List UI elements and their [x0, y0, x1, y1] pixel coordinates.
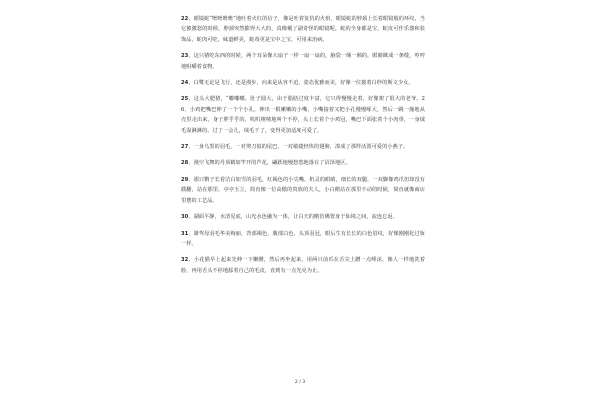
- paragraph-28: [181, 158, 425, 168]
- document-body: [181, 14, 425, 282]
- paragraph-32: [181, 255, 425, 276]
- paragraph-text: 、眼镜蛇“咝咝咝咝”地吐着火红的信子，像是吐着复仇的火焰，眼镜蛇的脖颈上长着眼镜般的环纹，当它被激怒的时候，脖颈突然膨得大大的，真像戴了副奇怪的眼镜呢。蛇的全身都是宝，蛇皮可作乐器和装饰品，蛇肉可吃，味道鲜美，蛇毒更是宝中之宝，可用来治病。: [181, 16, 425, 43]
- paragraph-number: 32: [181, 257, 189, 264]
- paragraph-number: 31: [181, 230, 189, 237]
- paragraph-number: 22: [181, 16, 189, 22]
- paragraph-number: 29: [181, 176, 189, 183]
- paragraph-text: 、那只鹦子长着洁白如雪的羽毛，红褐色的小尖嘴，机灵的眼睛，细长的双腿，一双脚像鸡爪但却没有蹼翻，站在那里，亭亭玉立，简直像一位高傲的贵族的夫人，小白鹅站在那里不动的时候，简直就像商店里摆的工艺品。: [181, 176, 425, 204]
- paragraph-number: 25: [181, 96, 189, 103]
- paragraph-text: 、一身乌黑的羽毛，一对剪刀似的尾巴，一对敏捷轻快的翅膀，凑成了那样活泼可爱的小燕子。: [188, 144, 409, 151]
- paragraph-number: 30: [181, 214, 189, 221]
- paragraph-text: 、白鹭无论是飞行，还是漫步，向来是从容不迫，姿态优雅而美，好像一位披着白纱的斯文少女。: [188, 80, 414, 87]
- paragraph-31: [181, 229, 425, 250]
- paragraph-number: 24: [181, 80, 189, 87]
- paragraph-number: 27: [181, 144, 189, 151]
- paragraph-text: 、湖面平静，水清见底，山光水色融为一体，让白天的鹅仿佛置身于仙境之间，流连忘返。: [188, 214, 398, 221]
- paragraph-23: [181, 51, 425, 72]
- paragraph-text: 、漫空飞舞的丹顶鹤如竿开的芦花，翩跃地慢悠悠地落在了沼泽地区。: [188, 160, 351, 167]
- paragraph-22: [181, 14, 425, 45]
- paragraph-24: [181, 78, 425, 88]
- paragraph-25: [181, 94, 425, 136]
- paragraph-30: [181, 212, 425, 222]
- page-number: 2 / 3: [294, 380, 306, 385]
- paragraph-text: 、这头大肥猪，“嘟嘟嘟，肚子圆大，由于脂肪过度丰富，它只得慢慢走着，好像架了很大的老爷。26、小鸡把嘴巴伸了一个个小孔，伸出一根嫩嫩的小嘴，小嘴接着又把小孔慢慢啄大，然后一跳一撞地从壳里走出来，身子胖乎乎的，叽叽喳喳地叫个不停，头上长着个小鸡冠，嘴巴下面张着个小肉垂，一身绒毛湿淋淋的，过了一会儿，绒毛干了，变得更加适度可爱了。: [181, 96, 425, 134]
- paragraph-29: [181, 175, 425, 206]
- paragraph-27: [181, 142, 425, 152]
- paragraph-number: 23: [181, 53, 189, 60]
- paragraph-text: 、这只猪吃东西的时候，两个耳朵像大扇子一样一扇一扇的，脑袋一颠一颠的，眼睛眯成一条缝，哼哼地咀嚼着食物。: [181, 53, 425, 70]
- paragraph-number: 28: [181, 160, 189, 167]
- paragraph-text: 、小花猫早上起来先伸一下懒腰，然后再坐起来，用两只前爪在舌尖上蹭一点唾沫，像人一样地洗着脸，再用舌头不停地舔着自己的毛皮，直到有一点光亮为止。: [181, 257, 425, 274]
- paragraph-text: 、雄驾母羽毛华美绚丽，背部褐色，腹部白色，头顶羽冠，眼后生有长长的白色眉纹，好像刚刚化过妆一样。: [181, 230, 425, 247]
